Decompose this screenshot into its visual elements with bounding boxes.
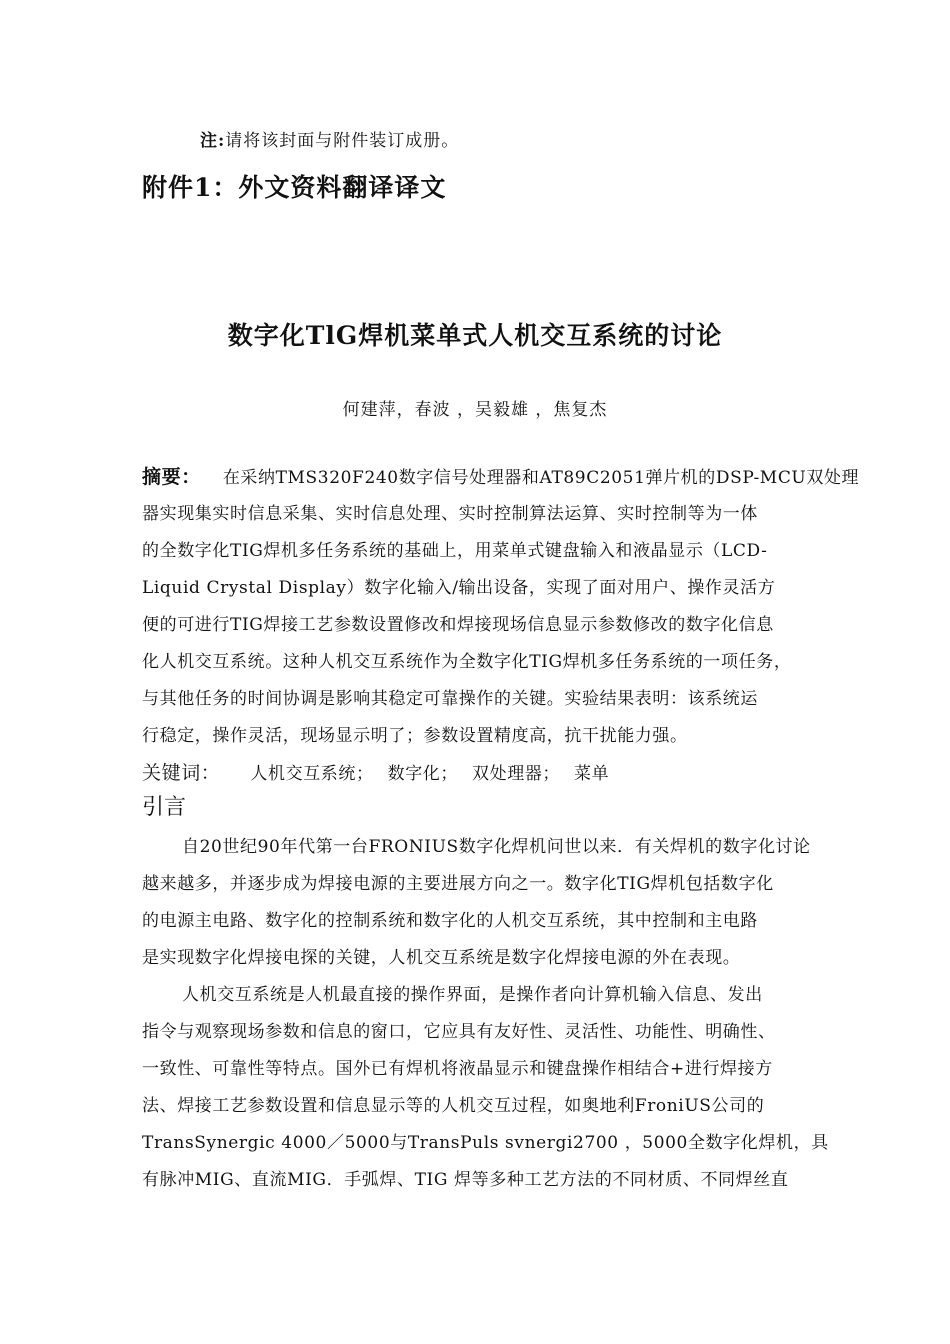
intro-para1-line: 的电源主电路、数字化的控制系统和数字化的人机交互系统，其中控制和主电路: [142, 911, 758, 931]
keyword: 数字化；: [387, 764, 459, 784]
note-line: [200, 126, 459, 151]
annex-heading: 附件1：外文资料翻译译文: [142, 173, 447, 202]
intro-para2-line: 有脉冲MIG、直流MIG．手弧焊、TIG 焊等多种工艺方法的不同材质、不同焊丝直: [142, 1170, 789, 1190]
abstract-line: 便的可进行TIG焊接工艺参数设置修改和焊接现场信息显示参数修改的数字化信息: [142, 615, 774, 635]
abstract-line: 与其他任务的时间协调是影响其稳定可靠操作的关键。实验结果表明：该系统运: [142, 689, 758, 709]
abstract-text: 在采纳TMS320F240数字信号处理器和AT89C2051弹片机的DSP-MCU双处理: [222, 468, 860, 488]
keywords-label: 关键词：: [142, 762, 221, 784]
intro-para1-line: 越来越多，并逐步成为焊接电源的主要进展方向之一。数字化TIG焊机包括数字化: [142, 874, 774, 894]
note-label: 注:: [200, 131, 226, 151]
keyword: 菜单: [574, 764, 610, 784]
paper-title: 数字化TlG焊机菜单式人机交互系统的讨论: [227, 321, 723, 350]
keyword: 双处理器；: [472, 764, 561, 784]
abstract-line: 的全数字化TIG焊机多任务系统的基础上，用菜单式键盘输入和液晶显示（LCD-: [142, 541, 768, 561]
abstract-line: 化人机交互系统。这种人机交互系统作为全数字化TIG焊机多任务系统的一项任务，: [142, 652, 792, 672]
intro-para2-line: 法、焊接工艺参数设置和信息显示等的人机交互过程，如奥地利FroniUS公司的: [142, 1096, 765, 1116]
intro-para2-line: TransSynergic 4000／5000与TransPuls svnergi2700 ，5000全数字化焊机，具: [142, 1133, 829, 1153]
note-text: 请将该封面与附件装订成册。: [225, 131, 460, 151]
abstract-label: 摘要：: [142, 466, 201, 488]
intro-para2-line: 一致性、可靠性等特点。国外已有焊机将液晶显示和键盘操作相结合+进行焊接方: [142, 1059, 773, 1079]
abstract-line: 器实现集实时信息采集、实时信息处理、实时控制算法运算、实时控制等为一体: [142, 504, 758, 524]
intro-para1-line: 是实现数字化焊接电探的关键，人机交互系统是数字化焊接电源的外在表现。: [142, 948, 741, 968]
abstract-line: [142, 462, 859, 489]
intro-para2-line: 人机交互系统是人机最直接的操作界面，是操作者向计算机输入信息、发出: [182, 985, 763, 1005]
authors: 何建萍，春波 ，吴毅雄 ，焦复杰: [342, 400, 608, 420]
intro-para2-line: 指令与观察现场参数和信息的窗口，它应具有友好性、灵活性、功能性、明确性、: [142, 1022, 776, 1042]
intro-heading: 引言: [142, 795, 187, 820]
abstract-line: 行稳定，操作灵活，现场显示明了；参数设置精度高，抗干扰能力强。: [142, 726, 688, 746]
intro-para1-line: 自20世纪90年代第一台FRONIUS数字化焊机问世以来．有关焊机的数字化讨论: [182, 837, 811, 857]
keyword: 人机交互系统；: [250, 764, 374, 784]
keywords-line: [142, 758, 609, 785]
abstract-line: Liquid Crystal Display）数字化输入/输出设备，实现了面对用户、操作灵活方: [142, 578, 776, 598]
